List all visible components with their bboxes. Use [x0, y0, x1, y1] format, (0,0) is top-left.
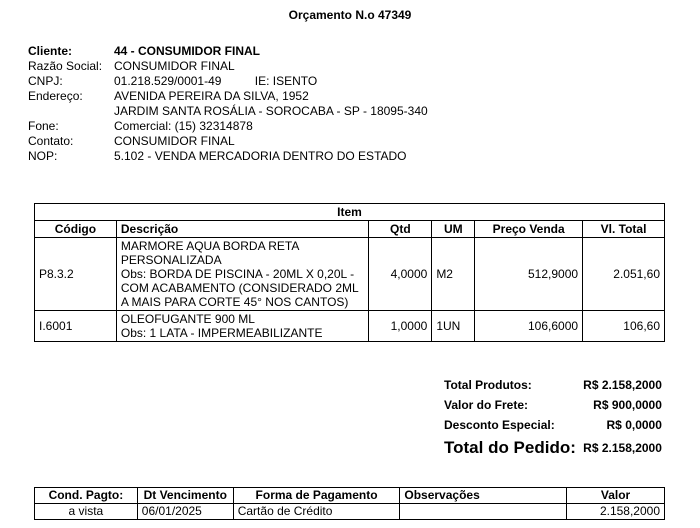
pay-valor: 2.158,2000 [567, 504, 665, 520]
endereco-label: Endereço: [28, 89, 83, 103]
total-pedido-value: R$ 2.158,2000 [583, 441, 662, 455]
col-header-codigo: Código [35, 221, 117, 238]
fone-value: Comercial: (15) 32314878 [114, 119, 253, 133]
col-header-qtd: Qtd [369, 221, 432, 238]
razao-social-label: Razão Social: [28, 59, 103, 73]
col-header-vencimento: Dt Vencimento [137, 488, 233, 504]
item-qtd: 1,0000 [369, 311, 432, 342]
total-pedido-label: Total do Pedido: [444, 438, 576, 457]
pay-vencimento: 06/01/2025 [137, 504, 233, 520]
col-header-preco: Preço Venda [475, 221, 583, 238]
item-preco: 106,6000 [475, 311, 583, 342]
pay-cond: a vista [35, 504, 138, 520]
nop-label: NOP: [28, 149, 58, 163]
contato-label: Contato: [28, 134, 74, 148]
item-um: M2 [432, 238, 475, 311]
contato-value: CONSUMIDOR FINAL [114, 134, 235, 148]
valor-frete-value: R$ 900,0000 [593, 398, 662, 412]
cnpj-label: CNPJ: [28, 74, 63, 88]
totals-block [444, 374, 662, 461]
desconto-label: Desconto Especial: [444, 418, 555, 432]
total-produtos-label: Total Produtos: [444, 377, 532, 392]
item-obs: Obs: BORDA DE PISCINA - 20ML X 0,20L - COM ACABAMENTO (CONSIDERADO 2ML A MAIS PARA CORTE 45° NOS CANTOS) [120, 267, 359, 309]
endereco-line1: AVENIDA PEREIRA DA SILVA, 1952 [114, 89, 309, 103]
item-total: 2.051,60 [583, 238, 665, 311]
cnpj-value: 01.218.529/0001-49 [114, 74, 222, 88]
razao-social-value: CONSUMIDOR FINAL [114, 59, 235, 73]
table-row [35, 238, 665, 311]
item-preco: 512,9000 [475, 238, 583, 311]
desconto-value: R$ 0,0000 [606, 418, 662, 432]
item-codigo: P8.3.2 [35, 238, 117, 311]
table-row [35, 504, 665, 520]
item-qtd: 4,0000 [369, 238, 432, 311]
cliente-label: Cliente: [28, 44, 73, 58]
col-header-descricao: Descrição [116, 221, 369, 238]
ie-value: ISENTO [272, 74, 318, 88]
ie-label: IE: [254, 74, 270, 88]
document-title: Orçamento N.o 47349 [288, 8, 412, 22]
nop-value: 5.102 - VENDA MERCADORIA DENTRO DO ESTADO [114, 149, 407, 163]
item-descricao-cell [116, 238, 369, 311]
items-table [34, 203, 665, 342]
item-descricao: MARMORE AQUA BORDA RETA PERSONALIZADA [120, 239, 299, 267]
items-section-header: Item [35, 204, 665, 221]
valor-frete-label: Valor do Frete: [444, 398, 529, 412]
item-codigo: I.6001 [35, 311, 117, 342]
cliente-value: 44 - CONSUMIDOR FINAL [114, 44, 261, 58]
col-header-forma-pagamento: Forma de Pagamento [233, 488, 400, 504]
item-descricao-cell [116, 311, 369, 342]
col-header-valor: Valor [567, 488, 665, 504]
pay-obs [400, 504, 567, 520]
payment-table [34, 487, 665, 520]
client-info [28, 44, 428, 164]
item-obs: Obs: 1 LATA - IMPERMEABILIZANTE [120, 326, 323, 340]
endereco-line2: JARDIM SANTA ROSÁLIA - SOROCABA - SP - 18095-340 [114, 104, 428, 118]
pay-forma: Cartão de Crédito [233, 504, 400, 520]
total-produtos-value: R$ 2.158,2000 [583, 377, 662, 392]
col-header-cond-pagto: Cond. Pagto: [35, 488, 138, 504]
item-total: 106,60 [583, 311, 665, 342]
fone-label: Fone: [28, 119, 59, 133]
col-header-um: UM [432, 221, 475, 238]
item-descricao: OLEOFUGANTE 900 ML [120, 312, 255, 326]
item-um: 1UN [432, 311, 475, 342]
col-header-total: Vl. Total [583, 221, 665, 238]
col-header-observacoes: Observações [400, 488, 567, 504]
table-row [35, 311, 665, 342]
